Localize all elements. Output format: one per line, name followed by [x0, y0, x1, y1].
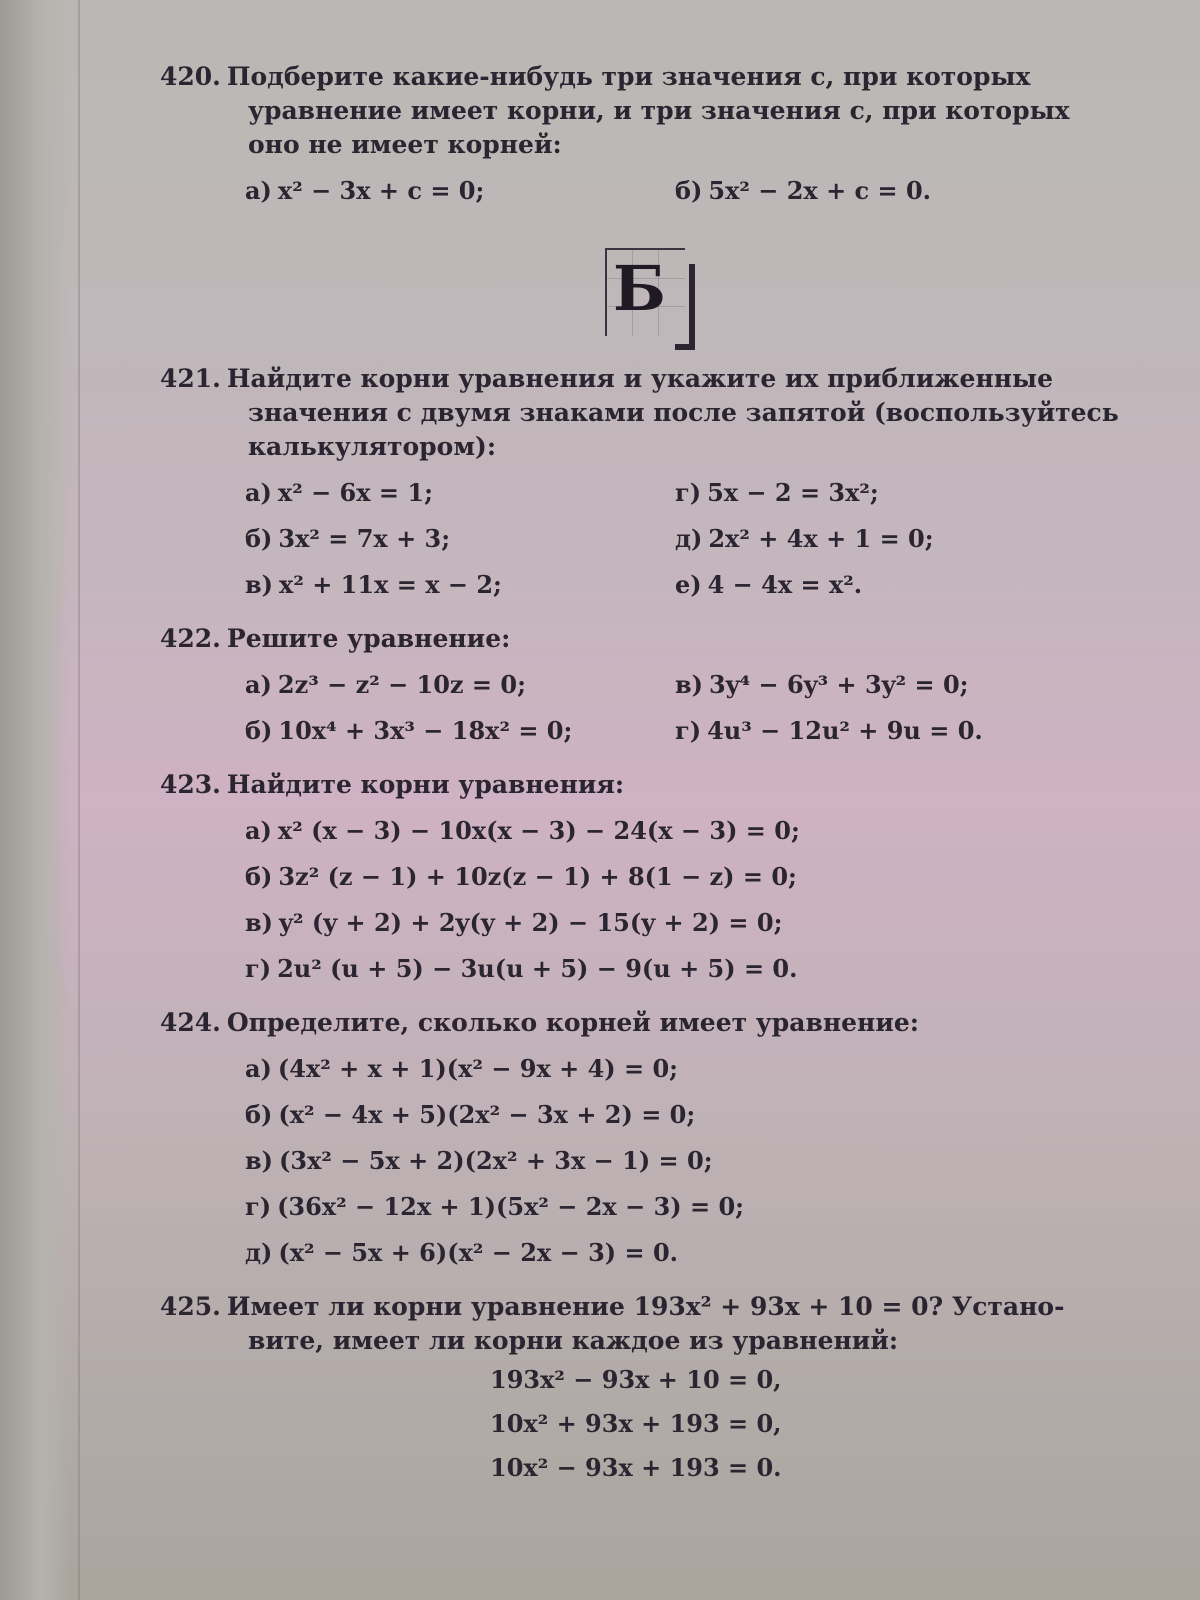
equation: г) 4u³ − 12u² + 9u = 0. [675, 716, 983, 745]
problem-number: 425. [160, 1292, 221, 1321]
problem-424-items [160, 1046, 1120, 1276]
equation: в) y² (y + 2) + 2y(y + 2) − 15(y + 2) = 0; [245, 908, 783, 937]
equation: в) (3x² − 5x + 2)(2x² + 3x − 1) = 0; [245, 1146, 713, 1175]
equation: б) (x² − 4x + 5)(2x² − 3x + 2) = 0; [245, 1100, 696, 1129]
equation: 10x² − 93x + 193 = 0. [490, 1453, 782, 1482]
problem-423 [160, 768, 1120, 992]
equation: б) 10x⁴ + 3x³ − 18x² = 0; [245, 716, 573, 745]
problem-422-text: 422. Решите уравнение: [160, 624, 511, 653]
section-b-marker [605, 248, 685, 336]
page-shadow-edge [0, 0, 70, 1600]
problem-421 [160, 362, 1120, 608]
problem-number: 424. [160, 1008, 221, 1037]
equation: а) (4x² + x + 1)(x² − 9x + 4) = 0; [245, 1054, 679, 1083]
problem-420-items [160, 168, 1120, 214]
equation: в) 3y⁴ − 6y³ + 3y² = 0; [675, 670, 969, 699]
equation: г) (36x² − 12x + 1)(5x² − 2x − 3) = 0; [245, 1192, 744, 1221]
problem-421-items [160, 470, 1120, 608]
equation: е) 4 − 4x = x². [675, 570, 863, 599]
equation: 10x² + 93x + 193 = 0, [490, 1409, 782, 1438]
problem-420 [160, 60, 1120, 214]
equation: а) x² − 6x = 1; [245, 478, 433, 507]
equation: а) x² (x − 3) − 10x(x − 3) − 24(x − 3) = 0; [245, 816, 800, 845]
equation: г) 5x − 2 = 3x²; [675, 478, 879, 507]
problem-number: 420. [160, 62, 221, 91]
problem-420-text: 420. Подберите какие-нибудь три значения c, при которых уравнение имеет корни, и три значения c, при которых оно не имеет корней: [160, 62, 1070, 159]
textbook-page [160, 60, 1120, 1504]
problem-423-text: 423. Найдите корни уравнения: [160, 770, 625, 799]
book-spine-line [78, 0, 80, 1600]
problem-425-items [160, 1358, 1120, 1490]
equation: 193x² − 93x + 10 = 0, [490, 1365, 782, 1394]
equation: б) 3z² (z − 1) + 10z(z − 1) + 8(1 − z) = 0; [245, 862, 797, 891]
problem-422 [160, 622, 1120, 754]
problem-421-text: 421. Найдите корни уравнения и укажите их приближенные значения с двумя знаками после запятой (воспользуйтесь калькулятором): [160, 364, 1119, 461]
problem-422-items [160, 662, 1120, 754]
equation: б) 3x² = 7x + 3; [245, 524, 451, 553]
equation: б) 5x² − 2x + c = 0. [675, 176, 932, 205]
equation: а) x² − 3x + c = 0; [245, 176, 485, 205]
problem-425 [160, 1290, 1120, 1490]
problem-424 [160, 1006, 1120, 1276]
equation: д) (x² − 5x + 6)(x² − 2x − 3) = 0. [245, 1238, 678, 1267]
problem-number: 423. [160, 770, 221, 799]
section-letter: Б [613, 252, 666, 325]
equation: в) x² + 11x = x − 2; [245, 570, 502, 599]
equation: д) 2x² + 4x + 1 = 0; [675, 524, 934, 553]
problem-number: 422. [160, 624, 221, 653]
problem-number: 421. [160, 364, 221, 393]
problem-424-text: 424. Определите, сколько корней имеет уравнение: [160, 1008, 920, 1037]
equation: г) 2u² (u + 5) − 3u(u + 5) − 9(u + 5) = 0. [245, 954, 798, 983]
problem-423-items [160, 808, 1120, 992]
equation: а) 2z³ − z² − 10z = 0; [245, 670, 526, 699]
problem-425-text: 425. Имеет ли корни уравнение 193x² + 93x + 10 = 0? Устано- вите, имеет ли корни каждое из уравнений: [160, 1292, 1065, 1355]
